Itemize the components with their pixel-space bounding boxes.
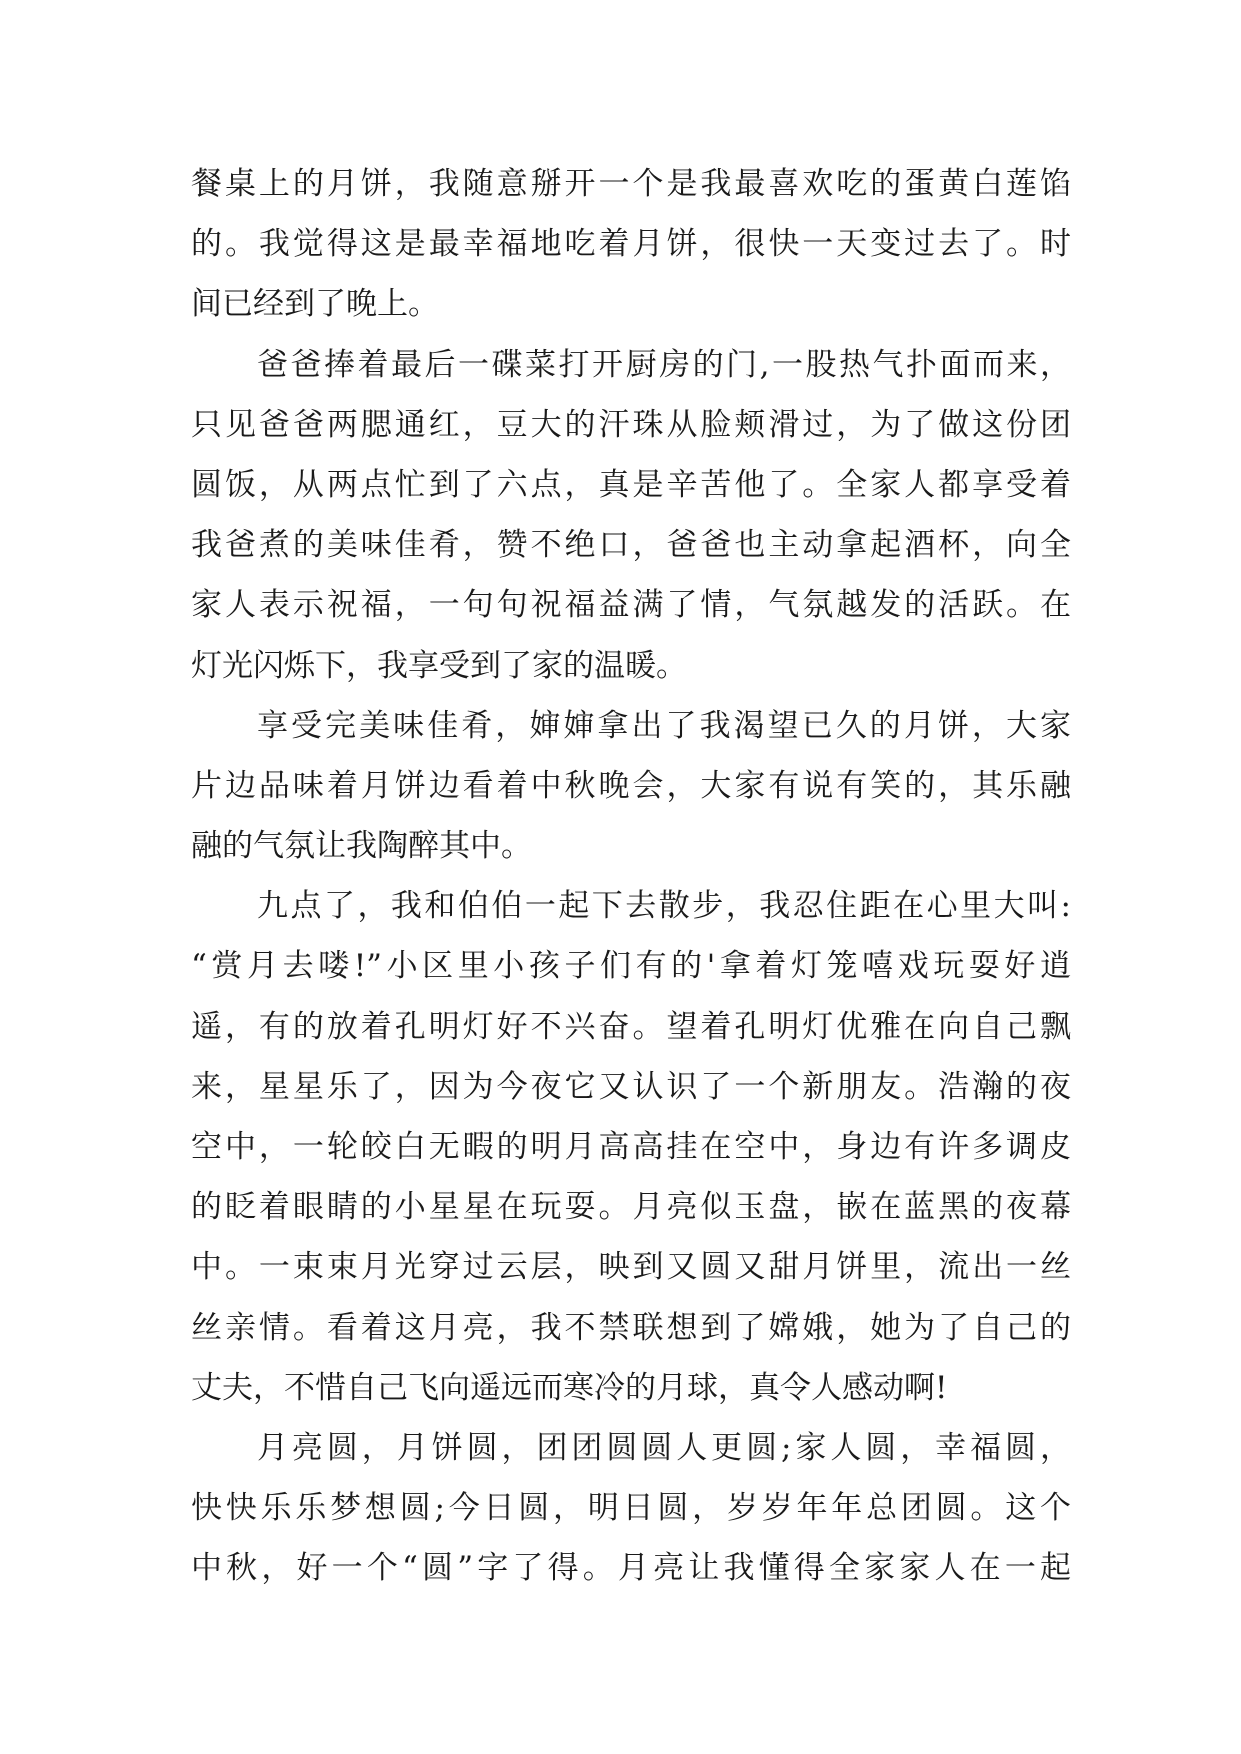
text-line: 的。我觉得这是最幸福地吃着月饼，很快一天变过去了。时 bbox=[191, 226, 1071, 263]
text-line: 我爸煮的美味佳肴，赞不绝口，爸爸也主动拿起酒杯，向全 bbox=[191, 527, 1071, 564]
text-line: 丝亲情。看着这月亮，我不禁联想到了嫦娥，她为了自己的 bbox=[191, 1309, 1071, 1346]
text-line: 中。一束束月光穿过云层，映到又圆又甜月饼里，流出一丝 bbox=[191, 1249, 1071, 1286]
text-line: 圆饭，从两点忙到了六点，真是辛苦他了。全家人都享受着 bbox=[191, 466, 1071, 503]
text-line: 只见爸爸两腮通红，豆大的汗珠从脸颊滑过，为了做这份团 bbox=[191, 406, 1071, 443]
text-line: 家人表示祝福，一句句祝福益满了情，气氛越发的活跃。在 bbox=[191, 587, 1071, 624]
text-line: 间已经到了晚上。 bbox=[191, 286, 439, 323]
text-line: 灯光闪烁下，我享受到了家的温暖。 bbox=[191, 647, 687, 684]
text-line: 来，星星乐了，因为今夜它又认识了一个新朋友。浩瀚的夜 bbox=[191, 1068, 1071, 1105]
text-line: 爸爸捧着最后一碟菜打开厨房的门,一股热气扑面而来， bbox=[257, 346, 1071, 383]
text-line: 餐桌上的月饼，我随意掰开一个是我最喜欢吃的蛋黄白莲馅 bbox=[191, 166, 1071, 202]
text-line: 九点了，我和伯伯一起下去散步，我忍住距在心里大叫: bbox=[257, 888, 1071, 925]
text-line: 月亮圆，月饼圆，团团圆圆人更圆;家人圆，幸福圆， bbox=[257, 1429, 1071, 1466]
text-line: 快快乐乐梦想圆;今日圆，明日圆，岁岁年年总团圆。这个 bbox=[191, 1490, 1071, 1527]
text-line: “赏月去喽!”小区里小孩子们有的'拿着灯笼嘻戏玩耍好逍 bbox=[191, 948, 1071, 985]
text-line: 遥，有的放着孔明灯好不兴奋。望着孔明灯优雅在向自己飘 bbox=[191, 1008, 1071, 1045]
text-line: 中秋，好一个“圆”字了得。月亮让我懂得全家家人在一起 bbox=[191, 1550, 1071, 1587]
text-line: 片边品味着月饼边看着中秋晚会，大家有说有笑的，其乐融 bbox=[191, 767, 1071, 804]
text-line: 丈夫，不惜自己飞向遥远而寒冷的月球，真令人感动啊! bbox=[191, 1369, 948, 1406]
essay-body bbox=[191, 154, 1071, 1599]
text-line: 空中，一轮皎白无暇的明月高高挂在空中，身边有许多调皮 bbox=[191, 1129, 1071, 1165]
text-line: 的眨着眼睛的小星星在玩耍。月亮似玉盘，嵌在蓝黑的夜幕 bbox=[191, 1189, 1071, 1226]
text-line: 融的气氛让我陶醉其中。 bbox=[191, 828, 532, 865]
text-line: 享受完美味佳肴，婶婶拿出了我渴望已久的月饼，大家 bbox=[257, 707, 1071, 744]
